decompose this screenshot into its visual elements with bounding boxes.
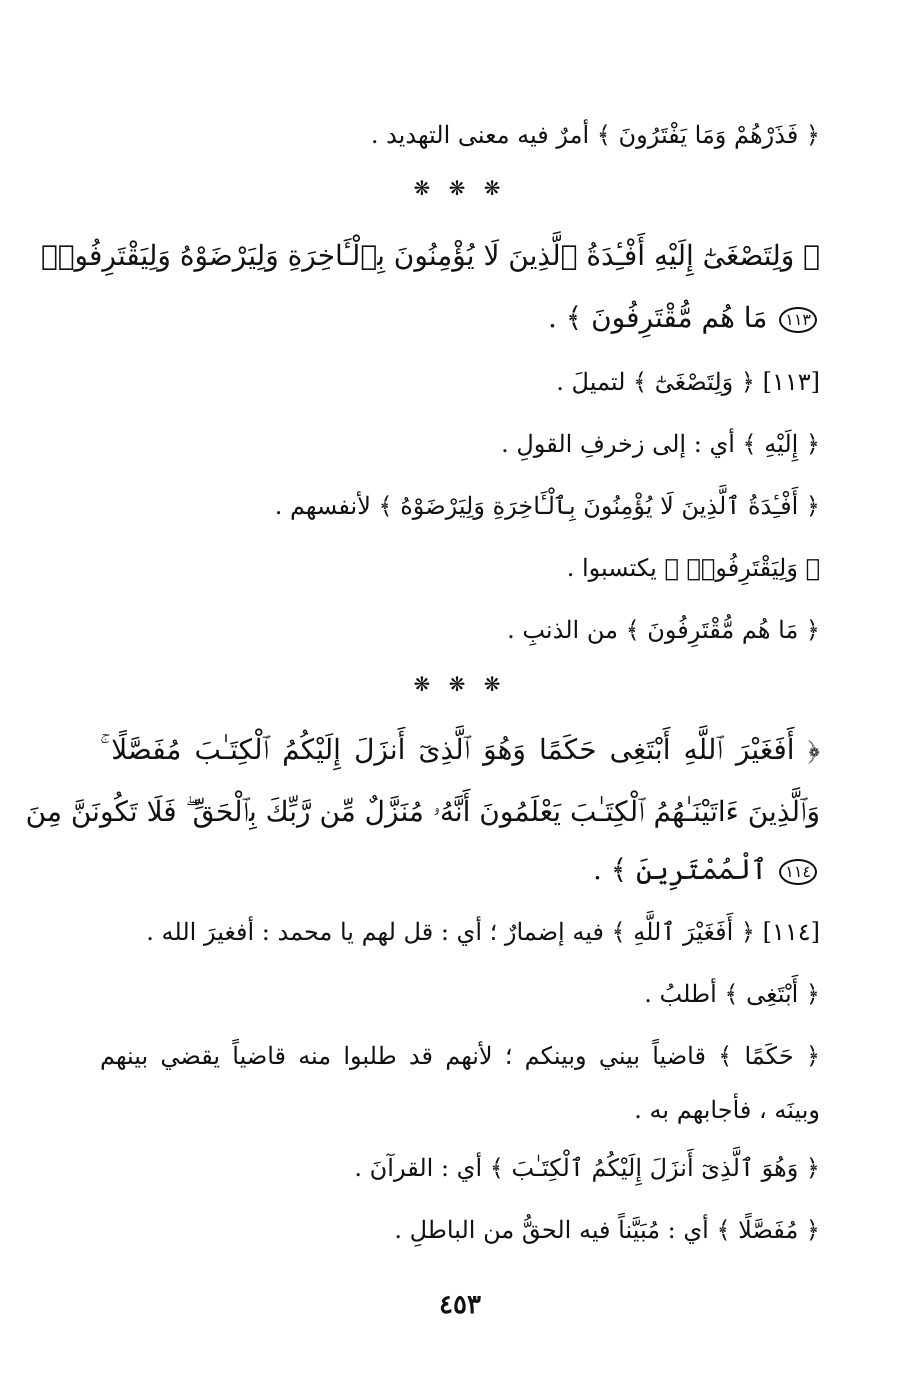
commentary-line: ﴿ مَا هُم مُّقْتَرِفُونَ ﴾ من الذنبِ .: [507, 616, 820, 644]
quran-verse-line: وَٱلَّذِينَ ءَاتَيْنَـٰهُمُ ٱلْكِتَـٰبَ يَعْلَمُونَ أَنَّهُۥ مُنَزَّلٌ مِّن رَّبِّكَ بِٱلْحَقِّ ۖ فَلَا تَكُونَنَّ مِنَ: [25, 795, 820, 828]
ayah-number-113: ١١٣: [779, 307, 817, 333]
quran-verse-line: [100, 850, 820, 890]
commentary-line: [١١٣] ﴿ وَلِتَصْغَىٰٓ ﴾ لتميلَ .: [556, 368, 820, 396]
commentary-line: وبينَه ، فأجابهم به .: [634, 1096, 820, 1124]
commentary-line: ﴿ وَلِيَقْتَرِفُوا۟ ﴾ يكتسبوا .: [566, 554, 820, 582]
commentary-line: ﴿ إِلَيْهِ ﴾ أي : إلى زخرفِ القولِ .: [501, 430, 820, 458]
commentary-line: ﴿ مُفَصَّلًا ﴾ أي : مُبَيَّناً فيه الحقُّ من الباطلِ .: [394, 1216, 820, 1244]
page: [25, 0, 821, 1377]
commentary-line: ﴿ أَفْـِٔدَةُ ٱلَّذِينَ لَا يُؤْمِنُونَ بِٱلْـَٔاخِرَةِ وَلِيَرْضَوْهُ ﴾ لأنفسهم .: [274, 492, 820, 520]
quran-verse-line: ﴿ أَفَغَيْرَ ٱللَّهِ أَبْتَغِى حَكَمًا وَهُوَ ٱلَّذِىٓ أَنزَلَ إِلَيْكُمُ ٱلْكِتَـٰبَ مُفَصَّلًا ۚ: [100, 733, 820, 766]
section-separator: ❋ ❋ ❋: [413, 672, 507, 696]
commentary-line: ﴿ أَبْتَغِى ﴾ أطلبُ .: [644, 980, 820, 1008]
section-separator: ❋ ❋ ❋: [413, 176, 507, 200]
text-line: ﴿ فَذَرْهُمْ وَمَا يَفْتَرُونَ ﴾ أمرٌ فيه معنى التهديد .: [370, 121, 820, 149]
quran-verse-line: ﴿ وَلِتَصْغَىٰٓ إِلَيْهِ أَفْـِٔدَةُ ٱلَّذِينَ لَا يُؤْمِنُونَ بِٱلْـَٔاخِرَةِ وَلِيَرْضَوْهُ وَلِيَقْتَرِفُوا۟: [40, 239, 820, 272]
verse-text: مَا هُم مُّقْتَرِفُونَ ﴾ .: [548, 301, 768, 334]
verse-text: ٱلْمُمْتَرِينَ ﴾ .: [592, 853, 768, 886]
commentary-line: ﴿ حَكَمًا ﴾ قاضياً بيني وبينكم ؛ لأنهم قد طلبوا منه قاضياً يقضي بينهم: [100, 1042, 821, 1070]
commentary-line: ﴿ وَهُوَ ٱلَّذِىٓ أَنزَلَ إِلَيْكُمُ ٱلْكِتَـٰبَ ﴾ أي : القرآنَ .: [354, 1154, 820, 1182]
commentary-line: [١١٤] ﴿ أَفَغَيْرَ ٱللَّهِ ﴾ فيه إضمارٌ ؛ أي : قل لهم يا محمد : أفغيرَ الله .: [146, 918, 820, 946]
ayah-number-114: ١١٤: [779, 859, 817, 885]
quran-verse-line: [100, 298, 820, 338]
page-number: ٤٥٣: [439, 1290, 481, 1320]
